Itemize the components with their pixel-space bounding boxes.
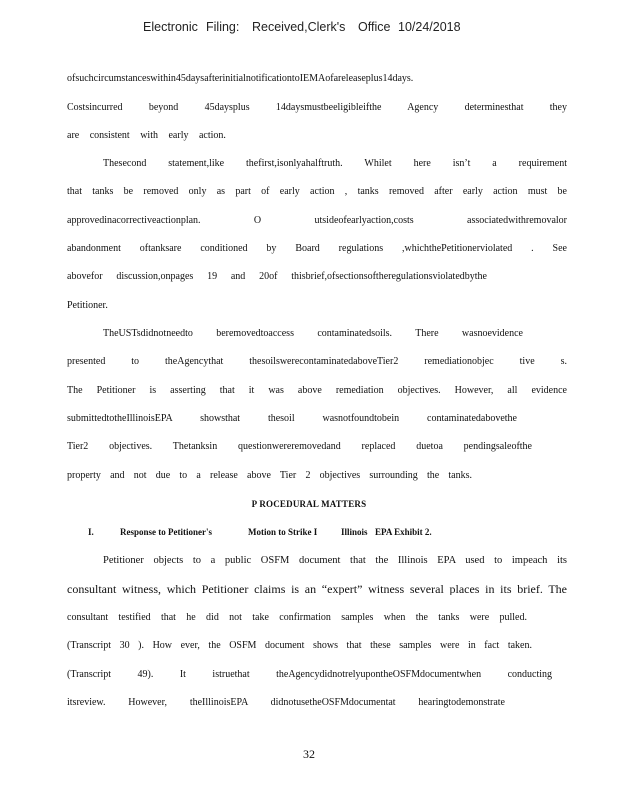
- body-line-18: consultant testified that he did not take confirmation samples when the tanks were pulled.: [67, 612, 527, 623]
- body-line-20: (Transcript 49). It istruethat theAgencydidnotrelyupontheOSFMdocumentwhen conducting: [67, 669, 552, 680]
- body-line-10: TheUSTsdidnotneedto beremovedtoaccess contaminatedsoils. There wasnoevidence: [103, 328, 523, 339]
- header-filing: Filing:: [206, 20, 240, 34]
- body-line-4: Thesecond statement,like thefirst,isonlyahalftruth. Whilet here isn’t a requirement: [103, 158, 567, 169]
- body-line-5: that tanks be removed only as part of early action , tanks removed after early action must be: [67, 186, 567, 197]
- body-line-1: ofsuchcircumstanceswithin45daysafterinitialnotificationtoIEMAofareleaseplus14days.: [67, 73, 414, 84]
- body-line-17: consultant witness, which Petitioner claims is an “expert” witness several places in its brief. The: [67, 583, 567, 595]
- body-line-6: approvedinacorrectiveactionplan. O utsideofearlyaction,costs associatedwithremovalor: [67, 215, 567, 226]
- body-line-2: Costsincurred beyond 45daysplus 14daysmustbeeligibleifthe Agency determinesthat they: [67, 102, 567, 113]
- page-number: 32: [303, 747, 315, 761]
- body-line-11: presented to theAgencythat thesoilswerecontaminatedaboveTier2 remediationobjec tive s.: [67, 356, 567, 367]
- body-line-9: Petitioner.: [67, 300, 108, 311]
- body-line-19: (Transcript 30 ). How ever, the OSFM document shows that these samples were in fact taken.: [67, 640, 532, 651]
- section-heading: P ROCEDURAL MATTERS: [251, 499, 367, 509]
- subheading-number: I.: [88, 527, 94, 537]
- body-line-21: itsreview. However, theIllinoisEPA didnotusetheOSFMdocumentat hearingtodemonstrate: [67, 697, 505, 708]
- header-received: Received,Clerk's: [252, 20, 346, 34]
- body-line-16: Petitioner objects to a public OSFM document that the Illinois EPA used to impeach its: [103, 555, 567, 566]
- body-line-15: property and not due to a release above Tier 2 objectives surrounding the tanks.: [67, 470, 472, 481]
- header-electronic: Electronic: [143, 20, 198, 34]
- subheading-part4: EPA Exhibit 2.: [375, 527, 432, 537]
- subheading-part3: Illinois: [341, 527, 368, 537]
- subheading-part1: Response to Petitioner's: [120, 527, 212, 537]
- body-line-13: submittedtotheIllinoisEPA showsthat thesoil wasnotfoundtobein contaminatedabovethe: [67, 413, 517, 424]
- subheading-part2: Motion to Strike I: [248, 527, 318, 537]
- header-date: 10/24/2018: [398, 20, 461, 34]
- body-line-3: are consistent with early action.: [67, 130, 226, 141]
- body-line-7: abandonment oftanksare conditioned by Board regulations ,whichthePetitionerviolated . See: [67, 243, 567, 254]
- body-line-8: abovefor discussion,onpages 19 and 20of thisbrief,ofsectionsoftheregulationsviolatedbythe: [67, 271, 487, 282]
- body-line-12: The Petitioner is asserting that it was above remediation objectives. However, all evidence: [67, 385, 567, 396]
- body-line-14: Tier2 objectives. Thetanksin questionwereremovedand replaced duetoa pendingsaleofthe: [67, 441, 532, 452]
- subheading: [88, 527, 568, 539]
- header-office: Office: [358, 20, 391, 34]
